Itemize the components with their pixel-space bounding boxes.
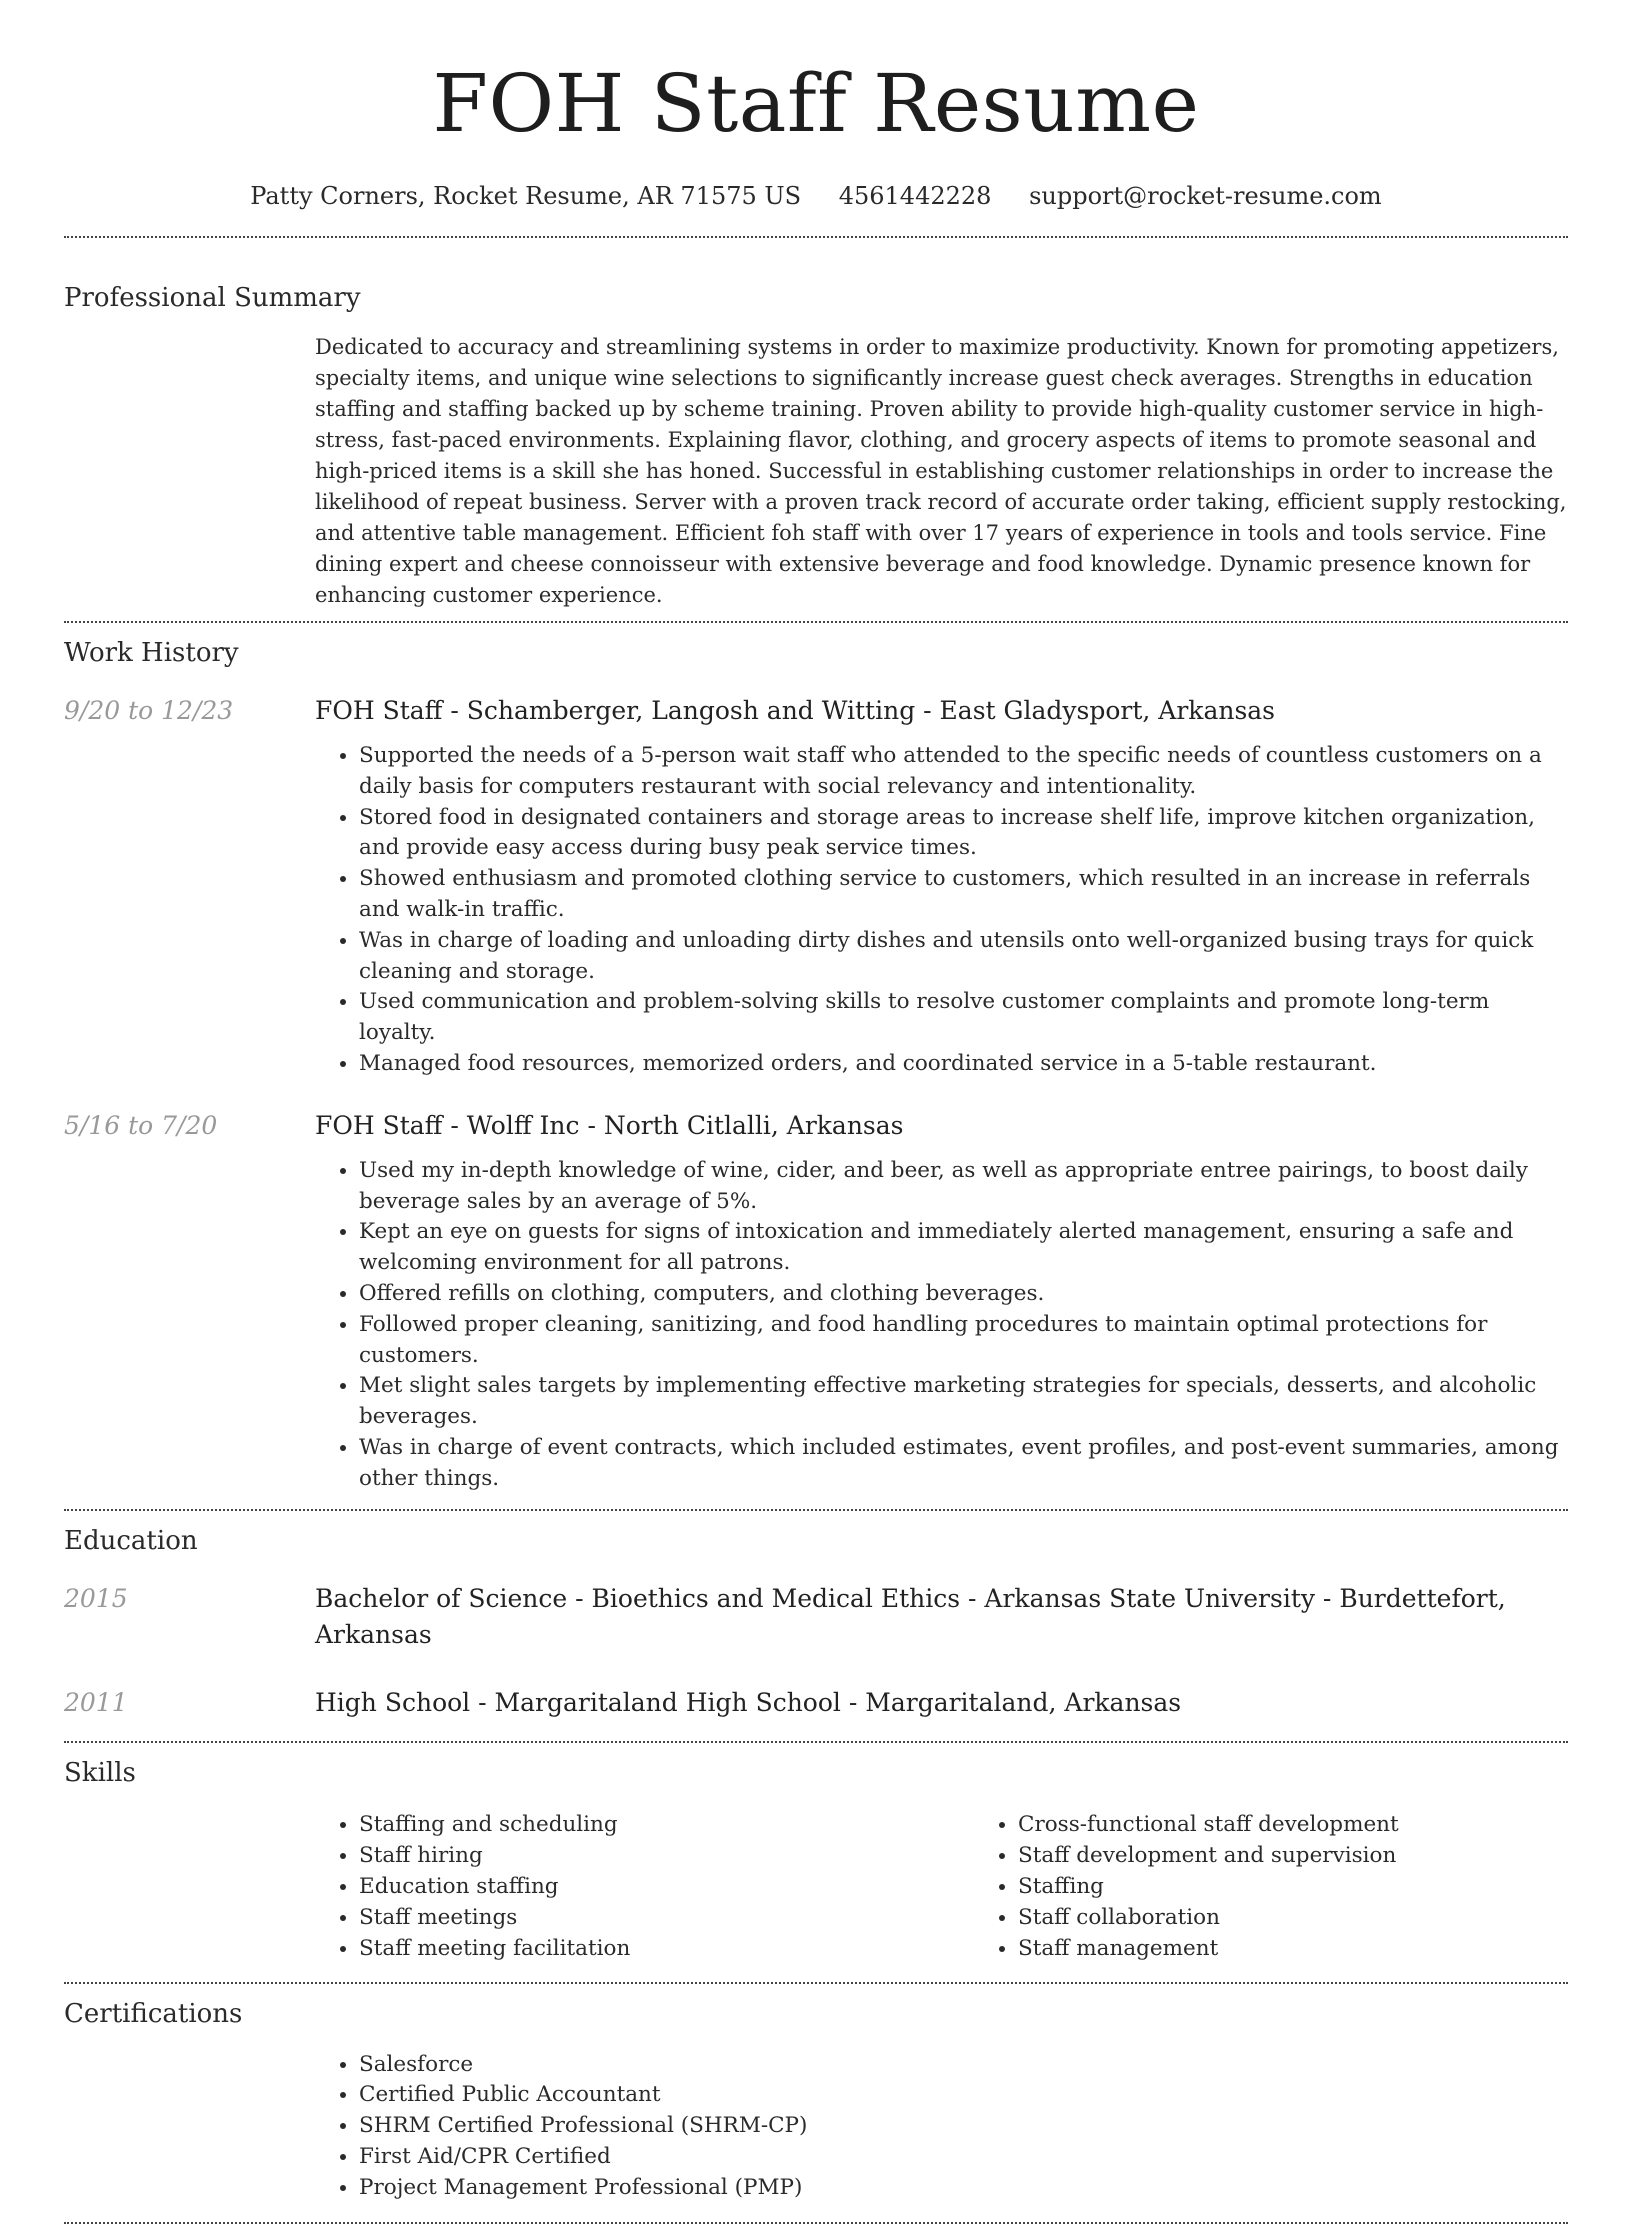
certification-item: • SHRM Certified Professional (SHRM-CP) xyxy=(359,2111,1568,2142)
skills-spacer xyxy=(64,1809,315,1964)
summary-section xyxy=(64,238,1568,611)
job-bullet: • Stored food in designated containers and storage areas to increase shelf life, improve kitchen organization, and provide easy access during busy peak service times. xyxy=(359,803,1568,865)
job-bullet: • Followed proper cleaning, sanitizing, and food handling procedures to maintain optimal protections for customers. xyxy=(359,1310,1568,1372)
skill-item: • Staff development and supervision xyxy=(1018,1840,1568,1871)
job-bullets xyxy=(315,1156,1568,1495)
job-bullet: • Supported the needs of a 5-person wait staff who attended to the specific needs of countless customers on a daily basis for computers restaurant with social relevancy and intentionality. xyxy=(359,741,1568,803)
job-bullet: • Used my in-depth knowledge of wine, cider, and beer, as well as appropriate entree pairings, to boost daily beverage sales by an average of 5%. xyxy=(359,1156,1568,1218)
certifications-spacer xyxy=(64,2050,315,2204)
skill-item: • Staff management xyxy=(1018,1933,1568,1964)
job-entry xyxy=(64,693,1568,1080)
education-title: Bachelor of Science - Bioethics and Medical Ethics - Arkansas State University - Burdettefort, Arkansas xyxy=(315,1583,1506,1649)
job-bullet: • Kept an eye on guests for signs of intoxication and immediately alerted management, ensuring a safe and welcoming environment for all patrons. xyxy=(359,1217,1568,1279)
education-year: 2015 xyxy=(64,1583,128,1613)
contact-address: Patty Corners, Rocket Resume, AR 71575 US xyxy=(250,182,802,210)
contact-email: support@rocket-resume.com xyxy=(1029,182,1382,210)
skills-list-right xyxy=(974,1809,1568,1964)
resume-page xyxy=(64,0,1568,2224)
contact-phone: 4561442228 xyxy=(838,182,992,210)
certification-item: • Salesforce xyxy=(359,2050,1568,2081)
job-dates: 5/16 to 7/20 xyxy=(64,1110,218,1140)
job-bullets xyxy=(315,741,1568,1080)
job-entry xyxy=(64,1108,1568,1495)
job-dates: 9/20 to 12/23 xyxy=(64,696,234,725)
summary-spacer xyxy=(64,332,315,611)
job-title: FOH Staff - Wolff Inc - North Citlalli, Arkansas xyxy=(315,1110,904,1140)
job-bullet: • Showed enthusiasm and promoted clothing service to customers, which resulted in an increase in referrals and walk-in traffic. xyxy=(359,864,1568,926)
skill-item: • Staff hiring xyxy=(359,1840,974,1871)
skill-item: • Staff collaboration xyxy=(1018,1902,1568,1933)
skill-item: • Staffing and scheduling xyxy=(359,1809,974,1840)
skills-section xyxy=(64,1743,1568,1964)
job-bullet: • Used communication and problem-solving skills to resolve customer complaints and promote long-term loyalty. xyxy=(359,987,1568,1049)
skill-item: • Cross-functional staff development xyxy=(1018,1809,1568,1840)
job-bullet: • Was in charge of loading and unloading dirty dishes and utensils onto well-organized busing trays for quick cleaning and storage. xyxy=(359,926,1568,988)
work-history-section xyxy=(64,623,1568,1495)
section-heading-education: Education xyxy=(64,1525,198,1556)
skill-item: • Education staffing xyxy=(359,1871,974,1902)
certification-item: • First Aid/CPR Certified xyxy=(359,2142,1568,2173)
summary-text: Dedicated to accuracy and streamlining systems in order to maximize productivity. Known for promoting appetizers, specialty items, and unique wine selections to significantly increase guest check averages. Strengths in education staffing and staffing backed up by scheme training. Proven ability to provide high-quality customer service in high-stress, fast-paced environments. Explaining flavor, clothing, and grocery aspects of items to promote seasonal and high-priced items is a skill she has honed. Successful in establishing customer relationships in order to increase the likelihood of repeat business. Server with a proven track record of accurate order taking, efficient supply restocking, and attentive table management. Efficient foh staff with over 17 years of experience in tools and tools service. Fine dining expert and cheese connoisseur with extensive beverage and food knowledge. Dynamic presence known for enhancing customer experience. xyxy=(315,335,1567,607)
skills-list-left xyxy=(315,1809,974,1964)
certifications-list xyxy=(315,2050,1568,2204)
skill-item: • Staffing xyxy=(1018,1871,1568,1902)
job-bullet: • Managed food resources, memorized orders, and coordinated service in a 5-table restaurant. xyxy=(359,1049,1568,1080)
job-bullet: • Offered refills on clothing, computers, and clothing beverages. xyxy=(359,1279,1568,1310)
skill-item: • Staff meetings xyxy=(359,1902,974,1933)
education-title: High School - Margaritaland High School - Margaritaland, Arkansas xyxy=(315,1687,1182,1717)
job-bullet: • Met slight sales targets by implementing effective marketing strategies for specials, desserts, and alcoholic beverages. xyxy=(359,1371,1568,1433)
education-entry xyxy=(64,1581,1568,1653)
certification-item: • Certified Public Accountant xyxy=(359,2080,1568,2111)
section-divider xyxy=(64,2222,1568,2224)
section-heading-skills: Skills xyxy=(64,1757,136,1788)
contact-line xyxy=(64,178,1568,214)
education-year: 2011 xyxy=(64,1687,128,1717)
resume-title: FOH Staff Resume xyxy=(432,57,1200,150)
job-title: FOH Staff - Schamberger, Langosh and Witting - East Gladysport, Arkansas xyxy=(315,696,1276,725)
skill-item: • Staff meeting facilitation xyxy=(359,1933,974,1964)
certification-item: • Project Management Professional (PMP) xyxy=(359,2173,1568,2204)
section-heading-work: Work History xyxy=(64,638,239,668)
certifications-section xyxy=(64,1984,1568,2204)
section-heading-summary: Professional Summary xyxy=(64,283,361,313)
job-bullet: • Was in charge of event contracts, which included estimates, event profiles, and post-event summaries, among other things. xyxy=(359,1433,1568,1495)
education-entry xyxy=(64,1685,1568,1721)
education-section xyxy=(64,1511,1568,1721)
section-heading-certifications: Certifications xyxy=(64,1998,243,2029)
